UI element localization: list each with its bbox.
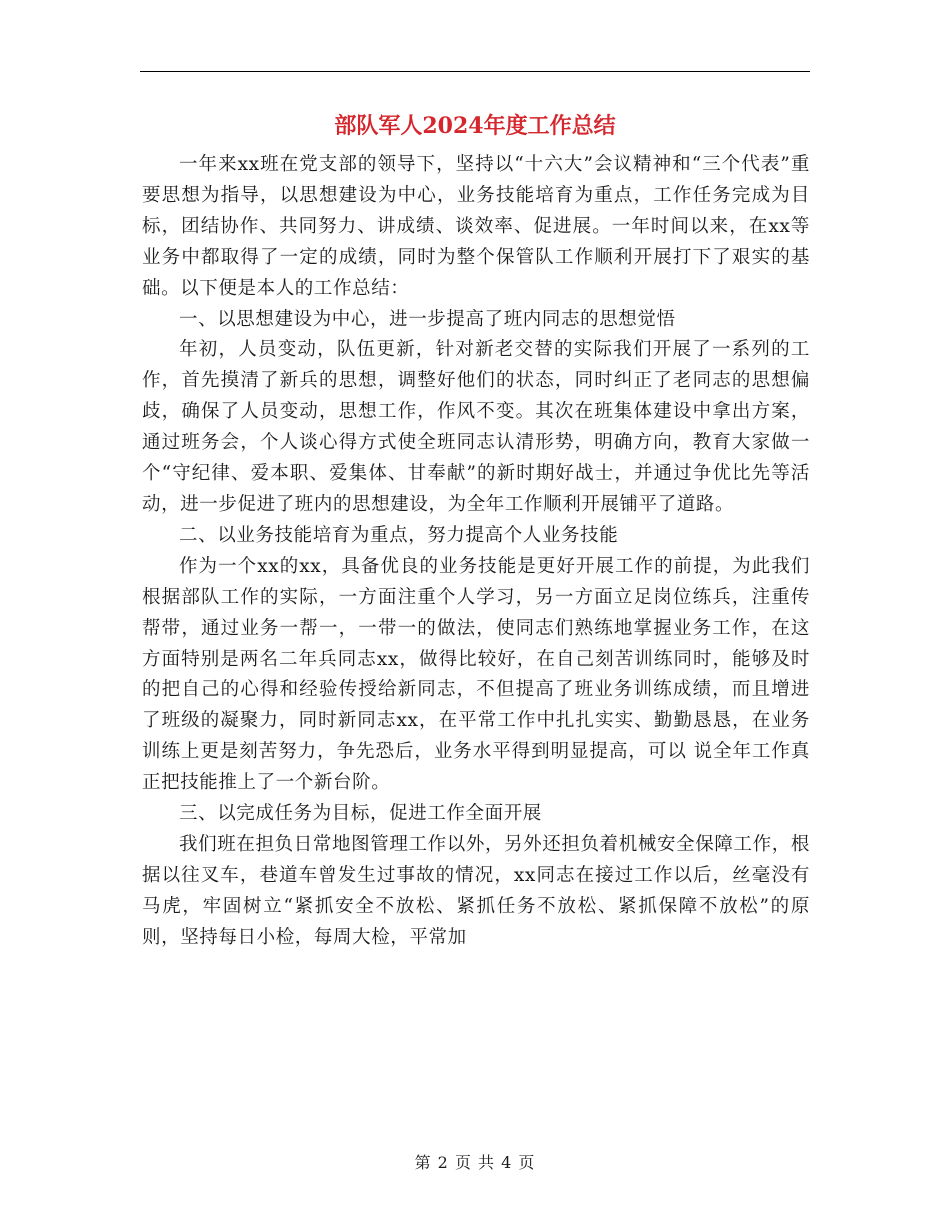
section-2-paragraph: 作为一个xx的xx，具备优良的业务技能是更好开展工作的前提，为此我们根据部队工作的实际，一方面注重个人学习，另一方面立足岗位练兵，注重传帮带，通过业务一帮一，一带一的做法，使同志们熟练地掌握业务工作，在这方面特别是两名二年兵同志xx，做得比较好，在自己刻苦训练同时，能够及时的把自己的心得和经验传授给新同志，不但提高了班业务训练成绩，而且增进了班级的凝聚力，同时新同志xx，在平常工作中扎扎实实、勤勤恳恳，在业务训练上更是刻苦努力，争先恐后，业务水平得到明显提高，可以 说全年工作真正把技能推上了一个新台阶。 — [142, 555, 810, 794]
intro-paragraph: 一年来xx班在党支部的领导下，坚持以“十六大”会议精神和“三个代表”重要思想为指导，以思想建设为中心，业务技能培育为重点，工作任务完成为目标，团结协作、共同努力、讲成绩、谈效率、促进展。一年时间以来，在xx等业务中都取得了一定的成绩，同时为整个保管队工作顺利开展打下了艰实的基础。以下便是本人的工作总结： — [142, 154, 810, 299]
page-number-footer: 第 2 页 共 4 页 — [414, 1153, 536, 1172]
section-heading-2: 二、以业务技能培育为重点，努力提高个人业务技能 — [179, 524, 619, 546]
section-1-paragraph: 年初，人员变动，队伍更新，针对新老交替的实际我们开展了一系列的工作，首先摸清了新兵的思想，调整好他们的状态，同时纠正了老同志的思想偏歧，确保了人员变动，思想工作，作风不变。其次在班集体建设中拿出方案，通过班务会，个人谈心得方式使全班同志认清形势，明确方向，教育大家做一个“守纪律、爱本职、爱集体、甘奉献”的新时期好战士，并通过争优比先等活动，进一步促进了班内的思想建设，为全年工作顺利开展铺平了道路。 — [142, 339, 810, 515]
document-body — [142, 150, 810, 954]
document-title: 部队军人2024年度工作总结 — [334, 113, 616, 139]
header-rule — [140, 71, 810, 72]
section-heading-3: 三、以完成任务为目标，促进工作全面开展 — [179, 803, 542, 825]
section-heading-1: 一、以思想建设为中心，进一步提高了班内同志的思想觉悟 — [179, 308, 676, 330]
section-3-paragraph: 我们班在担负日常地图管理工作以外，另外还担负着机械安全保障工作，根据以往叉车，巷道车曾发生过事故的情况，xx同志在接过工作以后，丝毫没有马虎，牢固树立“紧抓安全不放松、紧抓任务不放松、紧抓保障不放松”的原则，坚持每日小检，每周大检，平常加 — [142, 833, 810, 948]
